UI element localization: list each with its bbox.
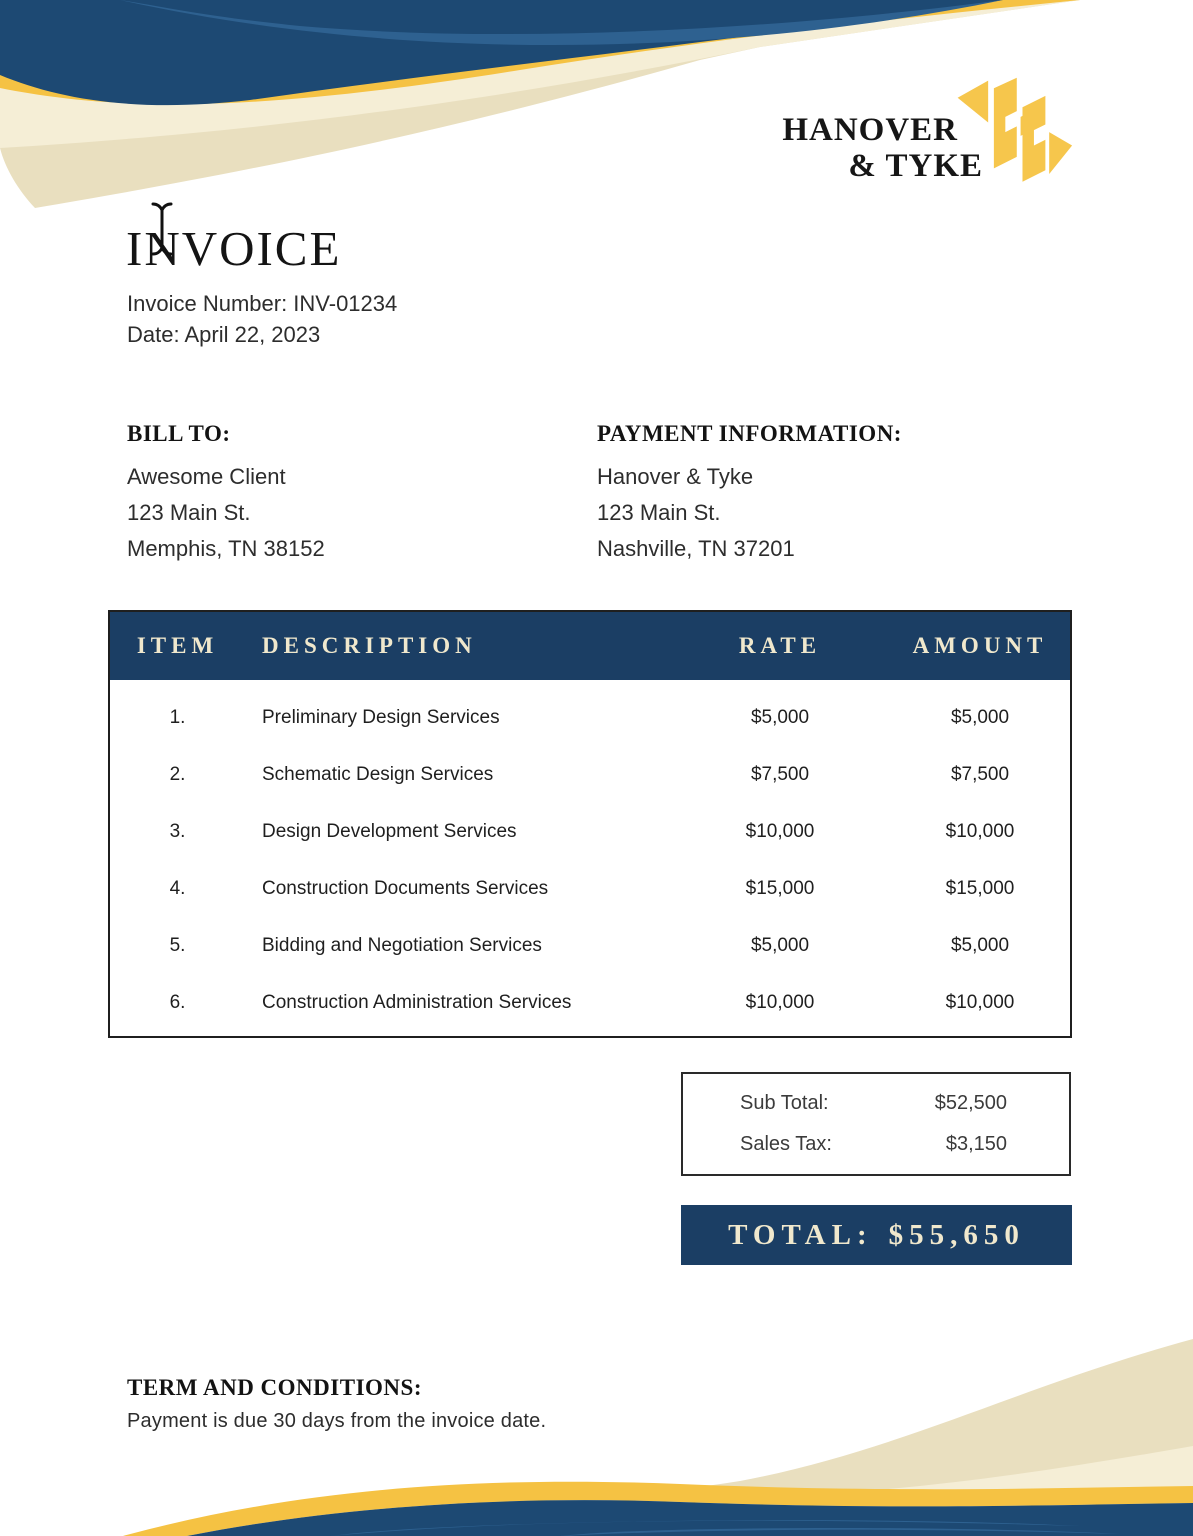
brand-name-line1: HANOVER xyxy=(782,112,958,148)
cell-rate: $10,000 xyxy=(745,991,815,1013)
cell-description: Bidding and Negotiation Services xyxy=(262,934,542,956)
bill-to-heading: BILL TO: xyxy=(127,421,231,446)
payment-info-street: 123 Main St. xyxy=(597,500,721,525)
table-row xyxy=(110,974,1070,1031)
cell-rate: $7,500 xyxy=(750,763,810,785)
sales-tax-value: $3,150 xyxy=(945,1133,1007,1155)
payment-info-heading: PAYMENT INFORMATION: xyxy=(597,421,902,446)
terms-heading: TERM AND CONDITIONS: xyxy=(127,1375,422,1400)
cell-amount: $7,500 xyxy=(950,763,1010,785)
bill-to-block xyxy=(127,421,325,567)
bill-to-city: Memphis, TN 38152 xyxy=(127,536,325,561)
cell-rate: $5,000 xyxy=(750,934,810,956)
cell-rate: $10,000 xyxy=(745,820,815,842)
table-row xyxy=(110,803,1070,860)
total-bar xyxy=(681,1205,1072,1265)
cell-description: Construction Administration Services xyxy=(262,991,572,1013)
column-header-item: ITEM xyxy=(136,633,219,658)
terms-block xyxy=(127,1375,546,1433)
brand-name-line2: & TYKE xyxy=(848,148,983,184)
table-row xyxy=(110,860,1070,917)
sales-tax-label: Sales Tax: xyxy=(740,1133,832,1155)
cell-amount: $5,000 xyxy=(950,934,1010,956)
cell-amount: $5,000 xyxy=(950,706,1010,728)
line-items-table xyxy=(108,610,1072,1038)
invoice-meta xyxy=(127,288,397,350)
page-title: INVOICE xyxy=(126,221,342,276)
cell-item-number: 3. xyxy=(169,820,186,842)
column-header-description: DESCRIPTION xyxy=(262,633,477,658)
column-header-rate: RATE xyxy=(738,633,822,658)
subtotal-value: $52,500 xyxy=(934,1092,1007,1114)
hanover-tyke-h-logo-icon xyxy=(950,76,1074,192)
summary-box xyxy=(681,1072,1071,1176)
cell-rate: $5,000 xyxy=(750,706,810,728)
cell-amount: $10,000 xyxy=(945,991,1015,1013)
table-row xyxy=(110,689,1070,746)
cell-description: Design Development Services xyxy=(262,820,517,842)
bill-to-street: 123 Main St. xyxy=(127,500,251,525)
total-value: $55,650 xyxy=(888,1218,1025,1251)
table-row xyxy=(110,917,1070,974)
cell-item-number: 6. xyxy=(169,991,186,1013)
invoice-date-line: Date: April 22, 2023 xyxy=(127,322,321,347)
cell-item-number: 1. xyxy=(169,706,186,728)
cell-rate: $15,000 xyxy=(745,877,815,899)
terms-body: Payment is due 30 days from the invoice date. xyxy=(127,1410,547,1432)
cell-item-number: 4. xyxy=(169,877,186,899)
cell-item-number: 5. xyxy=(169,934,186,956)
cell-description: Preliminary Design Services xyxy=(262,706,500,728)
payment-info-block xyxy=(597,421,902,567)
table-body xyxy=(110,680,1070,1040)
column-header-amount: AMOUNT xyxy=(912,633,1048,658)
invoice-number-line: Invoice Number: INV-01234 xyxy=(127,291,398,316)
cell-description: Schematic Design Services xyxy=(262,763,494,785)
cell-amount: $15,000 xyxy=(945,877,1015,899)
subtotal-row xyxy=(683,1092,1069,1115)
cell-item-number: 2. xyxy=(169,763,186,785)
total-label: TOTAL: xyxy=(728,1218,873,1251)
cell-description: Construction Documents Services xyxy=(262,877,549,899)
subtotal-label: Sub Total: xyxy=(740,1092,829,1114)
table-header-row xyxy=(110,612,1070,680)
sales-tax-row xyxy=(683,1133,1069,1156)
bill-to-name: Awesome Client xyxy=(127,464,286,489)
table-row xyxy=(110,746,1070,803)
text-ibeam-cursor xyxy=(148,200,176,258)
cell-amount: $10,000 xyxy=(945,820,1015,842)
payment-info-name: Hanover & Tyke xyxy=(597,464,754,489)
payment-info-city: Nashville, TN 37201 xyxy=(597,536,795,561)
